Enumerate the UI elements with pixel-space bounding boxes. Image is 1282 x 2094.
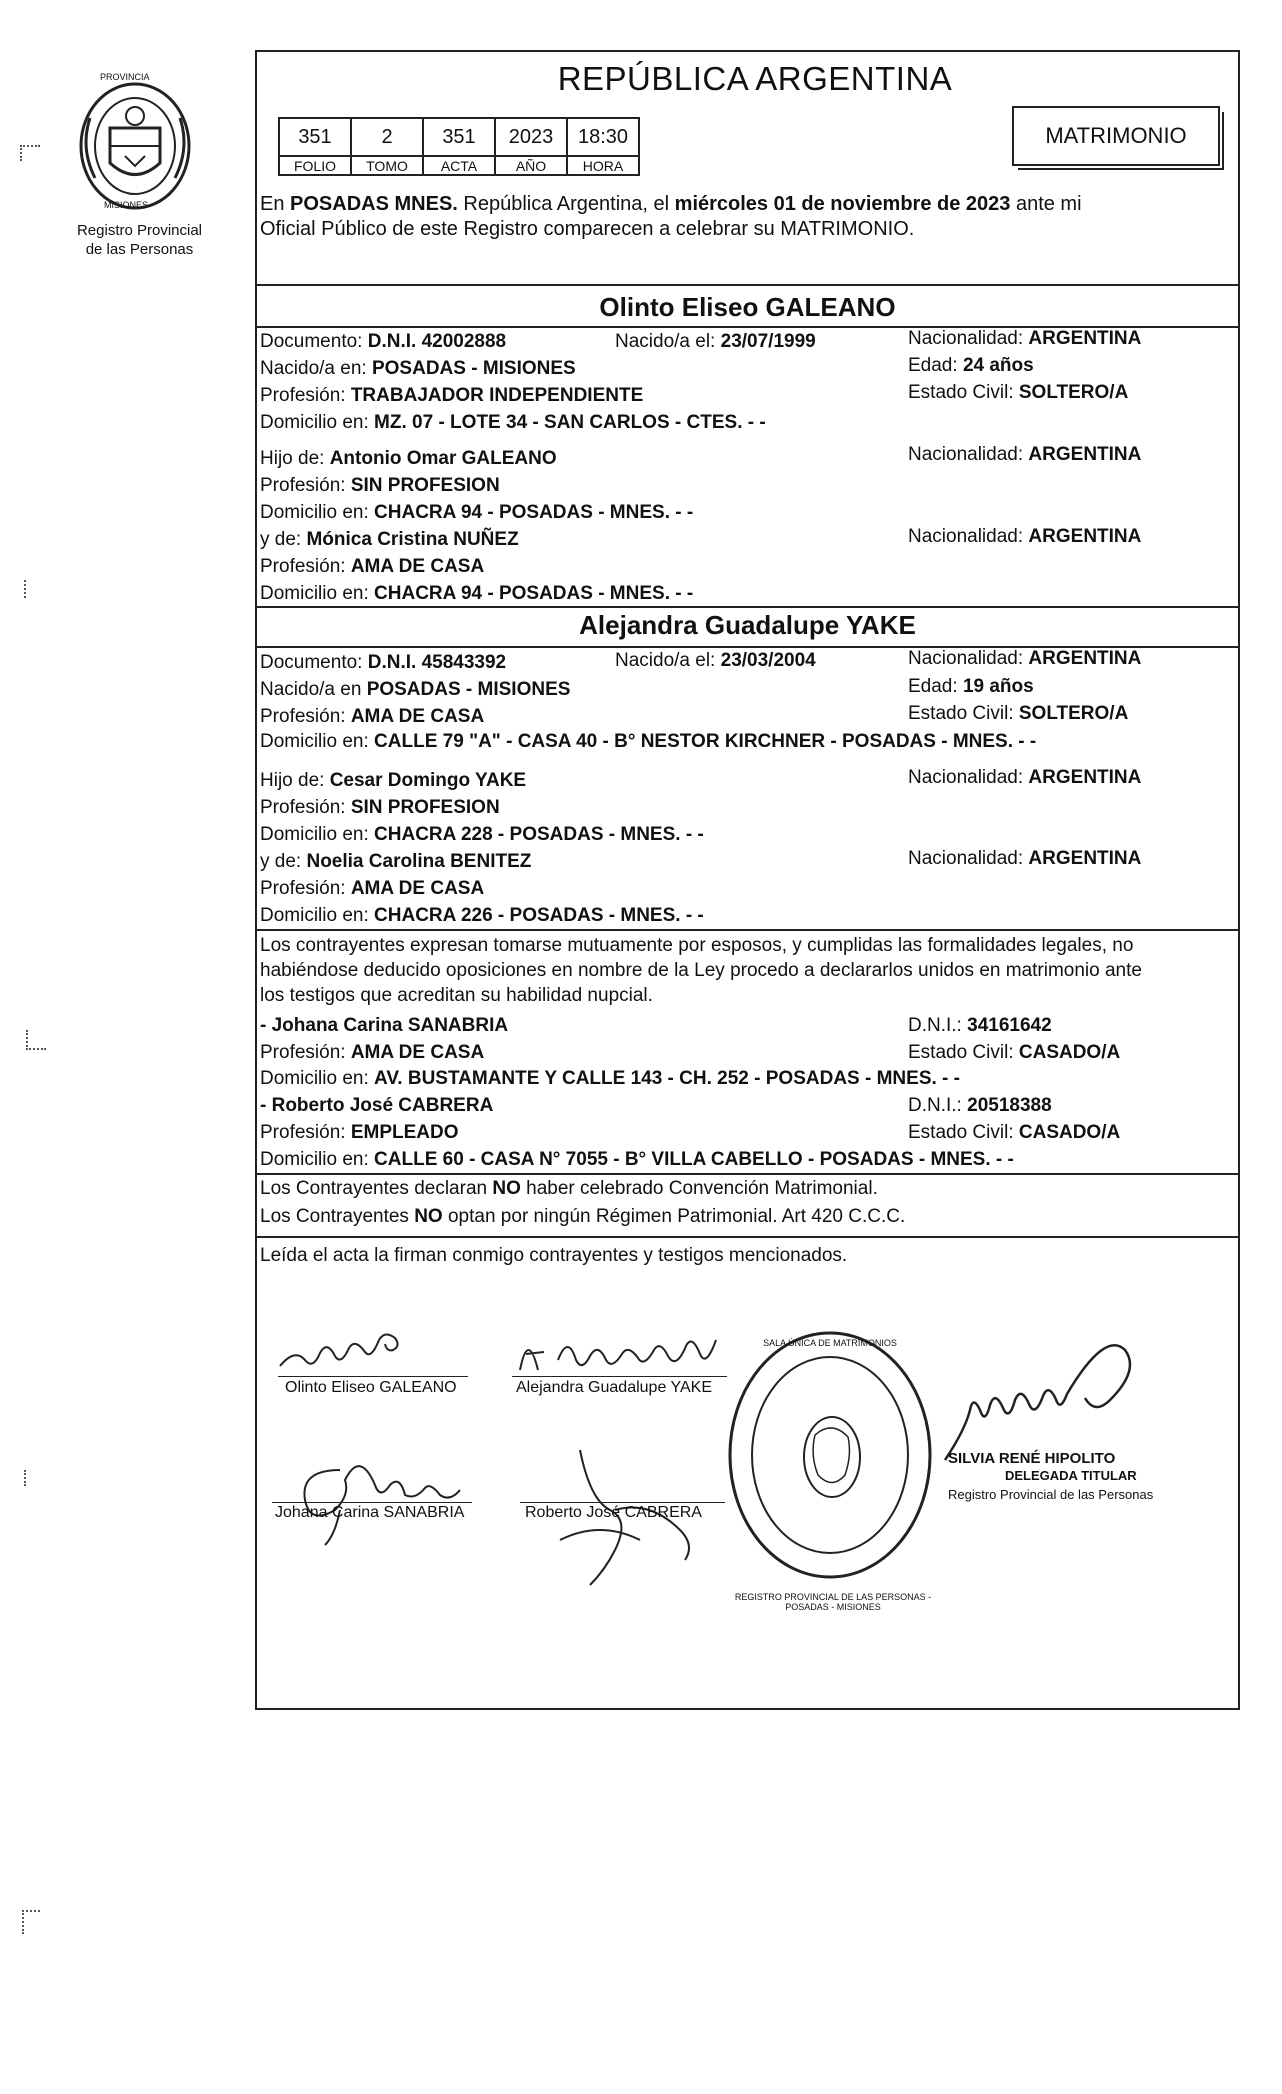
page-title: REPÚBLICA ARGENTINA xyxy=(557,60,953,97)
groom-mother-profession: Profesión: AMA DE CASA xyxy=(260,556,485,577)
groom-father-profession: Profesión: SIN PROFESION xyxy=(260,475,500,496)
groom-name: Olinto Eliseo GALEANO xyxy=(599,292,896,322)
witness2-dni: D.N.I.: 20518388 xyxy=(908,1095,1052,1116)
witness1-name: - Johana Carina SANABRIA xyxy=(260,1015,509,1036)
groom-born: Nacido/a el: 23/07/1999 xyxy=(615,331,816,352)
witness1-signature xyxy=(280,1440,470,1550)
folio-label: FOLIO xyxy=(279,156,351,175)
official-role: DELEGADA TITULAR xyxy=(1005,1468,1137,1483)
office-emblem xyxy=(70,78,200,218)
bride-mother-address: Domicilio en: CHACRA 226 - POSADAS - MNES. - - xyxy=(260,905,704,926)
bride-father-nationality: Nacionalidad: ARGENTINA xyxy=(908,767,1142,788)
witness2-civil-status: Estado Civil: CASADO/A xyxy=(908,1122,1121,1143)
office-name-line1: Registro Provincial xyxy=(76,222,203,239)
bride-profession: Profesión: AMA DE CASA xyxy=(260,706,485,727)
closing-text: Leída el acta la firman conmigo contrayentes y testigos mencionados. xyxy=(260,1245,848,1266)
bride-mother-profession: Profesión: AMA DE CASA xyxy=(260,878,485,899)
act-type-box xyxy=(1012,106,1220,166)
acta-value: 351 xyxy=(423,118,495,156)
intro-date: miércoles 01 de noviembre de 2023 xyxy=(674,193,1011,215)
groom-civil-status: Estado Civil: SOLTERO/A xyxy=(908,382,1129,403)
bride-signature-label: Alejandra Guadalupe YAKE xyxy=(516,1379,712,1396)
groom-birthplace: Nacido/a en: POSADAS - MISIONES xyxy=(260,358,576,379)
groom-father-nationality: Nacionalidad: ARGENTINA xyxy=(908,444,1142,465)
declaration-line-2: habiéndose deducido oposiciones en nombre de la Ley procedo a declararlos unidos en matrimonio ante xyxy=(260,960,1142,981)
anio-value: 2023 xyxy=(495,118,567,156)
bride-birthplace: Nacido/a en POSADAS - MISIONES xyxy=(260,679,571,700)
intro-place: POSADAS MNES. xyxy=(290,193,458,215)
scan-mark xyxy=(20,145,40,161)
acta-label: ACTA xyxy=(423,156,495,175)
bride-address: Domicilio en: CALLE 79 "A" - CASA 40 - B° NESTOR KIRCHNER - POSADAS - MNES. - - xyxy=(260,731,1037,752)
groom-profession: Profesión: TRABAJADOR INDEPENDIENTE xyxy=(260,385,644,406)
stamp-ring-text: REGISTRO PROVINCIAL DE LAS PERSONAS - POSADAS - MISIONES xyxy=(734,1592,932,1612)
bride-doc: Documento: D.N.I. 45843392 xyxy=(260,652,507,673)
witness1-profession: Profesión: AMA DE CASA xyxy=(260,1042,485,1063)
groom-mother-nationality: Nacionalidad: ARGENTINA xyxy=(908,526,1142,547)
scan-mark xyxy=(26,1030,46,1050)
witness1-signature-label: Johana Carina SANABRIA xyxy=(275,1504,465,1521)
bride-mother-nationality: Nacionalidad: ARGENTINA xyxy=(908,848,1142,869)
witness1-address: Domicilio en: AV. BUSTAMANTE Y CALLE 143 - CH. 252 - POSADAS - MNES. - - xyxy=(260,1068,960,1089)
groom-address: Domicilio en: MZ. 07 - LOTE 34 - SAN CARLOS - CTES. - - xyxy=(260,412,766,433)
groom-mother-address: Domicilio en: CHACRA 94 - POSADAS - MNES. - - xyxy=(260,583,694,604)
intro-text: En xyxy=(260,193,291,215)
bride-age: Edad: 19 años xyxy=(908,676,1034,697)
bride-father: Hijo de: Cesar Domingo YAKE xyxy=(260,770,527,791)
bride-name: Alejandra Guadalupe YAKE xyxy=(579,610,916,640)
groom-father-address: Domicilio en: CHACRA 94 - POSADAS - MNES. - - xyxy=(260,502,694,523)
bride-father-profession: Profesión: SIN PROFESION xyxy=(260,797,500,818)
declaration-line-3: los testigos que acreditan su habilidad nupcial. xyxy=(260,985,653,1006)
official-office: Registro Provincial de las Personas xyxy=(948,1487,1154,1502)
scan-mark xyxy=(24,580,40,598)
witness1-dni: D.N.I.: 34161642 xyxy=(908,1015,1052,1036)
folio-value: 351 xyxy=(279,118,351,156)
regime-line-1: Los Contrayentes declaran NO haber celebrado Convención Matrimonial. xyxy=(260,1178,878,1199)
regime-line-2: Los Contrayentes NO optan por ningún Régimen Patrimonial. Art 420 C.C.C. xyxy=(260,1206,906,1227)
logo-text-bottom: MISIONES xyxy=(104,200,149,210)
witness2-address: Domicilio en: CALLE 60 - CASA N° 7055 - B° VILLA CABELLO - POSADAS - MNES. - - xyxy=(260,1149,1014,1170)
coat-of-arms-icon xyxy=(70,78,200,218)
official-stamp xyxy=(720,1325,940,1585)
witness1-civil-status: Estado Civil: CASADO/A xyxy=(908,1042,1121,1063)
office-name-line2: de las Personas xyxy=(85,241,194,258)
groom-age: Edad: 24 años xyxy=(908,355,1034,376)
official-name: SILVIA RENÉ HIPOLITO xyxy=(948,1450,1116,1467)
bride-born: Nacido/a el: 23/03/2004 xyxy=(615,650,816,671)
witness2-signature-label: Roberto José CABRERA xyxy=(525,1504,702,1521)
witness2-profession: Profesión: EMPLEADO xyxy=(260,1122,459,1143)
groom-nationality: Nacionalidad: ARGENTINA xyxy=(908,328,1142,349)
registry-table xyxy=(278,117,640,176)
bride-mother: y de: Noelia Carolina BENITEZ xyxy=(260,851,532,872)
bride-nationality: Nacionalidad: ARGENTINA xyxy=(908,648,1142,669)
groom-doc: Documento: D.N.I. 42002888 xyxy=(260,331,507,352)
intro-line-1 xyxy=(260,193,1082,215)
anio-label: AÑO xyxy=(495,156,567,175)
declaration-line-1: Los contrayentes expresan tomarse mutuamente por esposos, y cumplidas las formalidades legales, no xyxy=(260,935,1134,956)
groom-father: Hijo de: Antonio Omar GALEANO xyxy=(260,448,557,469)
intro-text: República Argentina, el xyxy=(457,193,675,215)
tomo-value: 2 xyxy=(351,118,423,156)
bride-civil-status: Estado Civil: SOLTERO/A xyxy=(908,703,1129,724)
bride-signature xyxy=(510,1320,730,1380)
hora-value: 18:30 xyxy=(567,118,639,156)
scan-mark xyxy=(24,1470,40,1486)
hora-label: HORA xyxy=(567,156,639,175)
tomo-label: TOMO xyxy=(351,156,423,175)
groom-signature xyxy=(275,1318,425,1378)
bride-father-address: Domicilio en: CHACRA 228 - POSADAS - MNES. - - xyxy=(260,824,704,845)
scan-mark xyxy=(22,1910,40,1934)
groom-signature-label: Olinto Eliseo GALEANO xyxy=(285,1379,457,1396)
intro-text: ante mi xyxy=(1010,193,1082,215)
groom-mother: y de: Mónica Cristina NUÑEZ xyxy=(260,529,519,550)
act-type: MATRIMONIO xyxy=(1045,123,1187,148)
logo-text-top: PROVINCIA xyxy=(100,72,150,82)
intro-line-2: Oficial Público de este Registro comparecen a celebrar su MATRIMONIO. xyxy=(260,218,915,240)
witness2-name: - Roberto José CABRERA xyxy=(260,1095,494,1116)
stamp-inner-text: SALA ÚNICA DE MATRIMONIOS xyxy=(763,1338,897,1348)
